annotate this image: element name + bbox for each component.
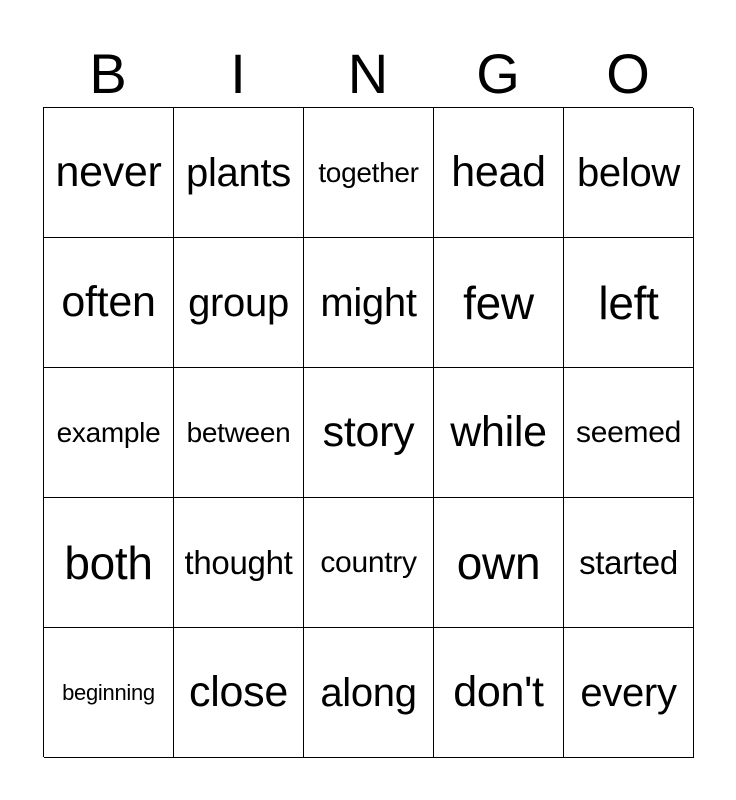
bingo-cell-r1-c5[interactable]: below: [564, 108, 694, 238]
bingo-cell-r1-c4[interactable]: head: [434, 108, 564, 238]
bingo-cell-r2-c2[interactable]: group: [174, 238, 304, 368]
bingo-cell-r3-c3[interactable]: story: [304, 368, 434, 498]
bingo-cell-r1-c3[interactable]: together: [304, 108, 434, 238]
header-letter-i: I: [230, 42, 246, 105]
header-letter-b: B: [89, 42, 127, 105]
bingo-cell-r2-c5[interactable]: left: [564, 238, 694, 368]
bingo-cell-r2-c3[interactable]: might: [304, 238, 434, 368]
bingo-cell-r1-c2[interactable]: plants: [174, 108, 304, 238]
bingo-cell-r3-c1[interactable]: example: [44, 368, 174, 498]
header-letter-o: O: [606, 42, 650, 105]
bingo-board: [43, 107, 693, 757]
bingo-cell-r4-c4[interactable]: own: [434, 498, 564, 628]
bingo-cell-r2-c4[interactable]: few: [434, 238, 564, 368]
bingo-cell-r4-c5[interactable]: started: [564, 498, 694, 628]
header-letter-g: G: [476, 42, 520, 105]
bingo-cell-r4-c3[interactable]: country: [304, 498, 434, 628]
bingo-cell-r4-c1[interactable]: both: [44, 498, 174, 628]
bingo-cell-r5-c1[interactable]: beginning: [44, 628, 174, 758]
bingo-cell-r5-c5[interactable]: every: [564, 628, 694, 758]
bingo-cell-r4-c2[interactable]: thought: [174, 498, 304, 628]
bingo-cell-r3-c4[interactable]: while: [434, 368, 564, 498]
bingo-header: [43, 40, 693, 108]
bingo-cell-r3-c5[interactable]: seemed: [564, 368, 694, 498]
bingo-cell-r2-c1[interactable]: often: [44, 238, 174, 368]
bingo-cell-r3-c2[interactable]: between: [174, 368, 304, 498]
bingo-cell-r5-c2[interactable]: close: [174, 628, 304, 758]
bingo-cell-r5-c4[interactable]: don't: [434, 628, 564, 758]
bingo-cell-r1-c1[interactable]: never: [44, 108, 174, 238]
bingo-cell-r5-c3[interactable]: along: [304, 628, 434, 758]
header-letter-n: N: [347, 42, 389, 105]
